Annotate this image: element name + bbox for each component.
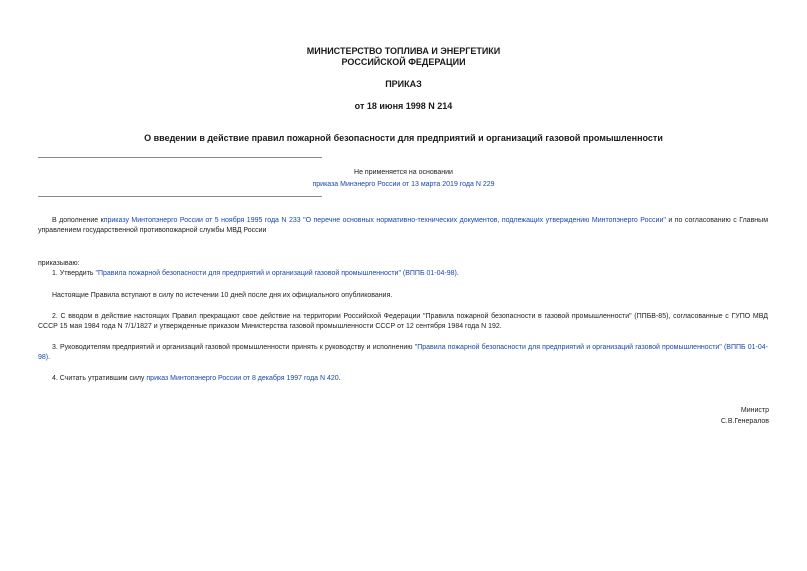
ministry-name-line2: РОССИЙСКОЙ ФЕДЕРАЦИИ xyxy=(341,57,466,67)
signature-position: Министр xyxy=(740,407,769,414)
preamble-paragraph xyxy=(38,216,768,236)
item-2-paragraph: 2. С вводом в действие настоящих Правил прекращают свое действие на территории Российской Федерации "Правила пожарной безопасности в газовой промышленности" (ППБВ-85), согласованные с ГУПО МВД СССР 15 мая 1984 года N 7/1/1827 и утвержденные приказом Министерства газовой промышленности СССР от 12 сентября 1984 года N 192. xyxy=(38,313,768,330)
item-1-paragraph xyxy=(52,269,459,279)
document-date-number: от 18 июня 1998 N 214 xyxy=(354,101,453,111)
preamble-suffix: и по согласованию с Главным управлением государственной противопожарной службы МВД России xyxy=(38,217,769,234)
item-4-paragraph xyxy=(52,374,341,384)
preamble-prefix: В дополнение к xyxy=(52,217,104,224)
item-3-paragraph xyxy=(38,343,768,363)
rules-vppb-link-2[interactable]: "Правила пожарной безопасности для предприятий и организаций газовой промышленности" (ВППБ 01-04-98) xyxy=(38,344,768,361)
order-word: приказываю: xyxy=(38,260,80,267)
item-4-prefix: 4. Считать утратившим силу xyxy=(52,375,147,382)
effective-date-paragraph: Настоящие Правила вступают в силу по истечении 10 дней после дня их официального опубликования. xyxy=(52,292,393,299)
signature-name: С.В.Генералов xyxy=(720,418,769,425)
divider-top xyxy=(38,157,322,158)
item-4-suffix: . xyxy=(338,375,341,382)
document-type: ПРИКАЗ xyxy=(385,79,422,89)
status-note-text: Не применяется на основании xyxy=(354,169,453,176)
ministry-name-line1: МИНИСТЕРСТВО ТОПЛИВА И ЭНЕРГЕТИКИ xyxy=(306,46,501,56)
order-233-link[interactable]: приказу Минтопэнерго России от 5 ноября 1995 года N 233 "О перечне основных нормативно-технических документов, подлежащих утверждению Минтопэнерго России" xyxy=(103,217,666,224)
item-3-suffix: . xyxy=(48,354,51,361)
rules-vppb-link-1[interactable]: "Правила пожарной безопасности для предприятий и организаций газовой промышленности" (ВППБ 01-04-98) xyxy=(95,270,457,277)
item-1-suffix: . xyxy=(456,270,459,277)
item-3-prefix: 3. Руководителям предприятий и организаций газовой промышленности принять к руководству и исполнению xyxy=(52,344,415,351)
divider-bottom xyxy=(38,196,322,197)
item-1-prefix: 1. Утвердить xyxy=(52,270,96,277)
order-420-link[interactable]: приказ Минтопэнерго России от 8 декабря 1997 года N 420 xyxy=(146,375,339,382)
document-title: О введении в действие правил пожарной безопасности для предприятий и организаций газовой промышленности xyxy=(144,133,663,143)
status-note-link[interactable]: приказа Минэнерго России от 13 марта 2019 года N 229 xyxy=(312,181,495,188)
